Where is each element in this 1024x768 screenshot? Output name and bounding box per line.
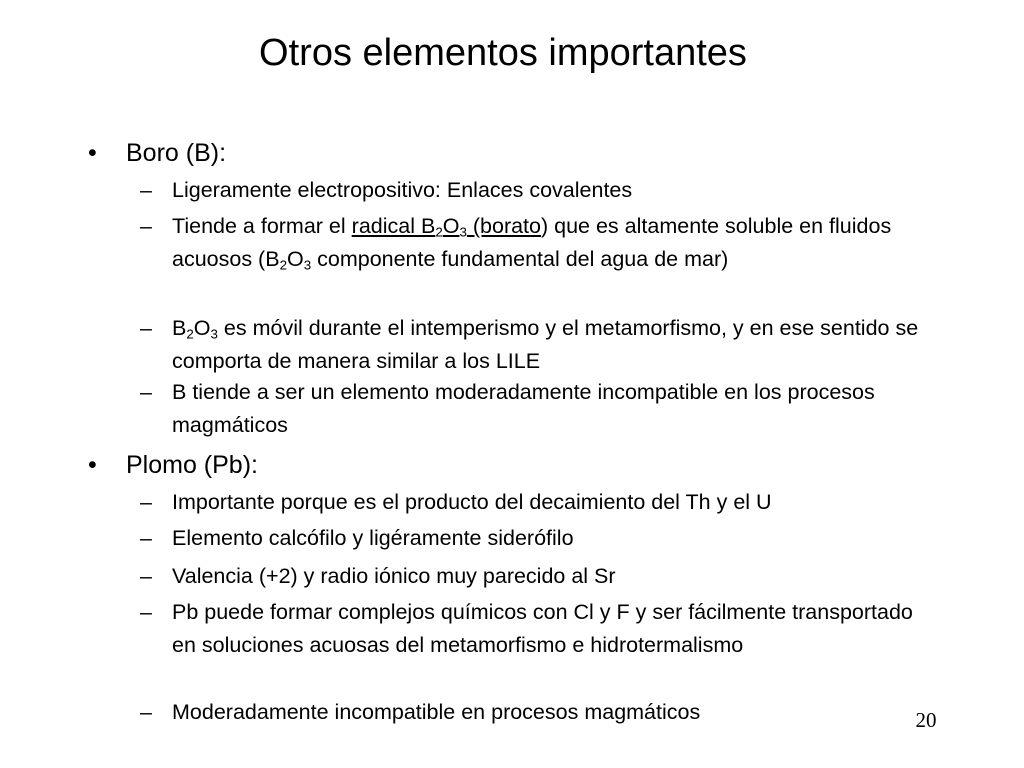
bullet-marker: •: [88, 139, 97, 167]
dash-marker: –: [140, 178, 152, 202]
plomo-item-1: [140, 486, 920, 519]
dash-marker: –: [140, 490, 152, 514]
boro-item-4-text: B tiende a ser un elemento moderadamente incompatible en los procesos magmáticos: [172, 380, 875, 437]
boro-item-1: [140, 174, 920, 207]
dash-marker: –: [140, 316, 152, 340]
plomo-item-3: [140, 560, 920, 593]
plomo-item-5: [140, 696, 920, 729]
boro-item-4: [140, 376, 920, 442]
plomo-item-1-text: Importante porque es el producto del decaimiento del Th y el U: [172, 490, 772, 514]
dash-marker: –: [140, 380, 152, 404]
dash-marker: –: [140, 600, 152, 624]
plomo-item-3-text: Valencia (+2) y radio iónico muy parecido al Sr: [172, 564, 616, 588]
boro-item-1-text: Ligeramente electropositivo: Enlaces covalentes: [172, 178, 633, 202]
radical-b2o3-link: radical $B_2O_3$ (borato: [351, 214, 541, 240]
boro-item-2: [140, 210, 920, 276]
slide-title: Otros elementos importantes: [259, 32, 747, 74]
plomo-item-2: [140, 522, 920, 555]
dash-marker: –: [140, 526, 152, 550]
dash-marker: –: [140, 214, 152, 238]
dash-marker: –: [140, 700, 152, 724]
plomo-item-2-text: Elemento calcófilo y ligéramente siderófilo: [172, 526, 574, 550]
plomo-item-5-text: Moderadamente incompatible en procesos magmáticos: [172, 700, 701, 724]
boro-item-3: [140, 312, 920, 378]
bullet-boro-heading: Boro (B):: [126, 139, 227, 167]
boro-item-3-text: $B_2O_3$ es móvil durante el intemperismo y el metamorfismo, y en ese sentido se comporta de manera similar a los LILE: [172, 316, 919, 373]
plomo-item-4: [140, 596, 920, 662]
bullet-marker: •: [88, 451, 97, 479]
boro-item-2-text: Tiende a formar el radical $B_2O_3$ (borato) que es altamente soluble en fluidos acuosos ($B_2O_3$ componente fundamental del agua de mar): [172, 214, 892, 273]
bullet-plomo-heading: Plomo (Pb):: [126, 451, 258, 479]
dash-marker: –: [140, 564, 152, 588]
plomo-item-4-text: Pb puede formar complejos químicos con Cl y F y ser fácilmente transportado en soluciones acuosas del metamorfismo e hidrotermalismo: [172, 600, 913, 657]
page-number: 20: [915, 708, 937, 732]
